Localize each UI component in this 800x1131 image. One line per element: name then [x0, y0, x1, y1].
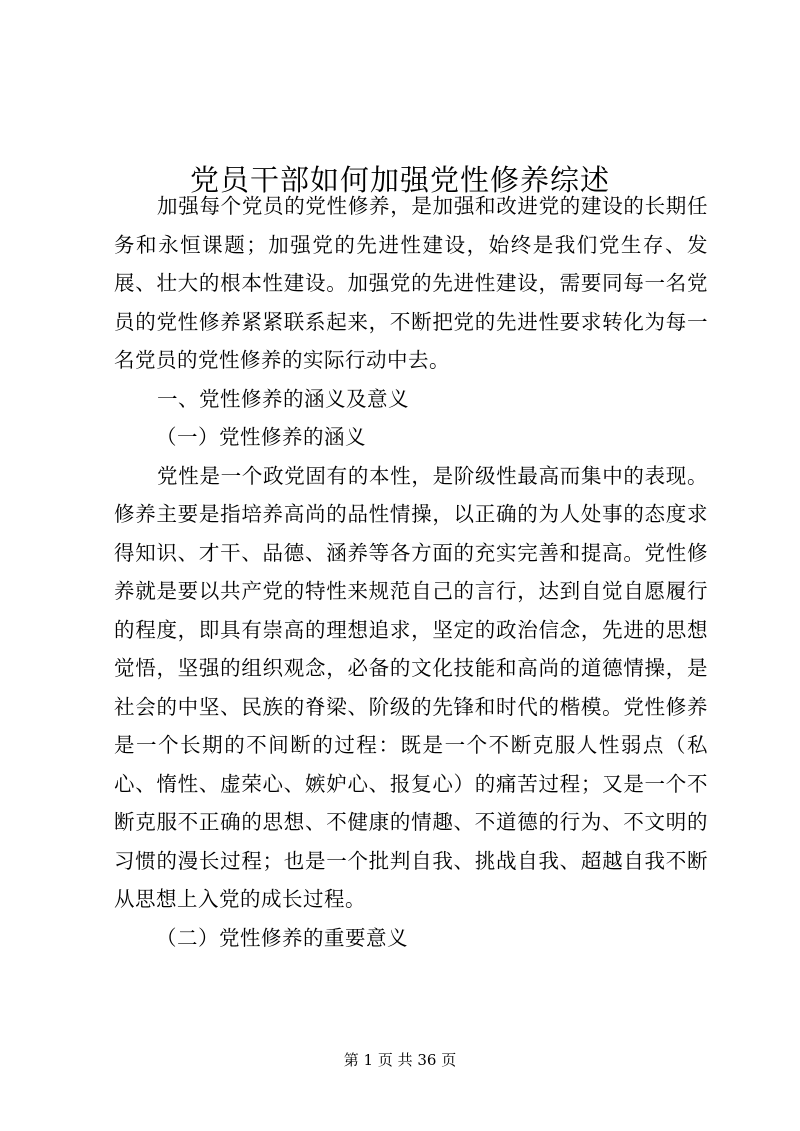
document-body	[114, 187, 708, 957]
subsection-heading-1: （一）党性修养的涵义	[156, 425, 367, 449]
section-heading-1: 一、党性修养的涵义及意义	[157, 386, 410, 411]
page-number-footer: 第 1 页 共 36 页	[343, 1051, 457, 1069]
intro-paragraph: 加强每个党员的党性修养，是加强和改进党的建设的长期任务和永恒课题；加强党的先进性建设，始终是我们党生存、发展、壮大的根本性建设。加强党的先进性建设，需要同每一名党员的党性修养紧紧联系起来，不断把党的先进性要求转化为每一名党员的党性修养的实际行动中去。	[114, 194, 708, 372]
body-paragraph-definition: 党性是一个政党固有的本性，是阶级性最高而集中的表现。修养主要是指培养高尚的品性情操，以正确的为人处事的态度求得知识、才干、品德、涵养等各方面的充实完善和提高。党性修养就是要以共产党的特性来规范自己的言行，达到自觉自愿履行的程度，即具有崇高的理想追求，坚定的政治信念，先进的思想觉悟，坚强的组织观念，必备的文化技能和高尚的道德情操，是社会的中坚、民族的脊梁、阶级的先锋和时代的楷模。党性修养是一个长期的不间断的过程：既是一个不断克服人性弱点（私心、惰性、虚荣心、嫉妒心、报复心）的痛苦过程；又是一个不断克服不正确的思想、不健康的情趣、不道德的行为、不文明的习惯的漫长过程；也是一个批判自我、挑战自我、超越自我不断从思想上入党的成长过程。	[114, 463, 708, 911]
page-title: 党员干部如何加强党性修养综述	[189, 163, 610, 198]
subsection-heading-2: （二）党性修养的重要意义	[156, 925, 409, 950]
